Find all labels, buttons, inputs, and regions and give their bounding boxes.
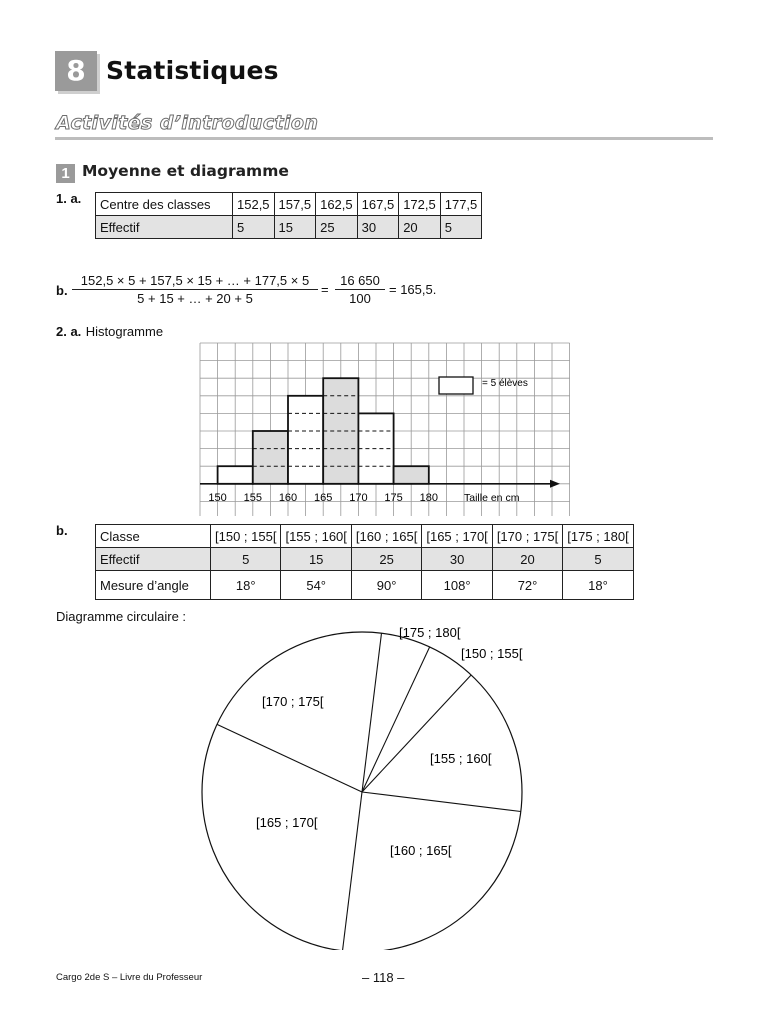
q2b-table [95, 524, 634, 600]
histogram-chart [196, 340, 576, 516]
fraction-sum [72, 273, 318, 306]
q1a-cell: Effectif [96, 216, 233, 239]
q2b-cell: Effectif [96, 548, 211, 571]
pie-caption: Diagramme circulaire : [56, 609, 187, 624]
q1a-cell: 177,5 [440, 193, 482, 216]
q2b-cell: 20 [492, 548, 562, 571]
mean-result: = 165,5. [389, 282, 437, 297]
q1a-cell: 5 [440, 216, 482, 239]
q2b-cell: [170 ; 175[ [492, 525, 562, 548]
q1a-cell: 15 [274, 216, 316, 239]
pie-label-155-160: [155 ; 160[ [430, 751, 492, 766]
q1a-cell: 152,5 [233, 193, 275, 216]
equals-sign: = [321, 282, 329, 297]
q2b-cell: 5 [211, 548, 281, 571]
q2b-row-effectif [96, 548, 634, 571]
histogram-axis [200, 480, 560, 504]
q2b-cell: 18° [211, 571, 281, 600]
q2b-cell: Mesure d’angle [96, 571, 211, 600]
fraction-denominator: 5 + 15 + … + 20 + 5 [137, 291, 253, 306]
fraction-result [335, 273, 385, 306]
q2b-cell: 18° [563, 571, 633, 600]
x-axis-arrow [550, 480, 560, 488]
histogram-bar [288, 396, 323, 484]
x-tick-label: 180 [419, 491, 438, 504]
q2b-cell: [155 ; 160[ [281, 525, 351, 548]
q2b-cell: [175 ; 180[ [563, 525, 633, 548]
q2b-row-angles [96, 571, 634, 600]
q1b-label: b. [56, 283, 68, 298]
activity-title: Moyenne et diagramme [82, 162, 289, 180]
q1a-table [95, 192, 482, 239]
q1a-row-effectif [96, 216, 482, 239]
fraction-numerator-2: 16 650 [335, 273, 385, 290]
q1a-cell: 162,5 [316, 193, 358, 216]
histogram-bar [394, 466, 429, 484]
q1a-cell: 25 [316, 216, 358, 239]
q2b-cell: Classe [96, 525, 211, 548]
histogram-bar [218, 466, 253, 484]
chapter-title: Statistiques [106, 56, 279, 85]
pie-label-160-165: [160 ; 165[ [390, 843, 452, 858]
q2b-cell: 5 [563, 548, 633, 571]
q2b-cell: 25 [351, 548, 421, 571]
x-tick-label: 175 [384, 491, 403, 504]
q2b-cell: 72° [492, 571, 562, 600]
q2b-cell: [165 ; 170[ [422, 525, 492, 548]
q1a-label: 1. a. [56, 191, 82, 206]
pie-label-170-175: [170 ; 175[ [262, 694, 324, 709]
pie-label-150-155: [150 ; 155[ [461, 646, 523, 661]
legend-label: = 5 élèves [482, 378, 528, 389]
fraction-denominator-2: 100 [349, 291, 371, 306]
q1a-cell: Centre des classes [96, 193, 233, 216]
q2a-heading [56, 323, 163, 341]
q2b-cell: [150 ; 155[ [211, 525, 281, 548]
x-tick-label: 160 [278, 491, 298, 504]
x-tick-label: 155 [243, 491, 262, 504]
x-tick-label: 170 [349, 491, 368, 504]
q2b-cell: 30 [422, 548, 492, 571]
q1a-cell: 172,5 [399, 193, 441, 216]
q1a-row-centres [96, 193, 482, 216]
q2a-label: 2. a. [56, 324, 82, 339]
pie-label-165-170: [165 ; 170[ [256, 815, 318, 830]
legend-unit-square [439, 377, 473, 394]
activity-number: 1 [56, 164, 75, 183]
q2b-row-classe [96, 525, 634, 548]
q2b-cell: 90° [351, 571, 421, 600]
histogram-bar [253, 431, 288, 484]
footer-page-number: – 118 – [362, 970, 405, 985]
pie-label-175-180: [175 ; 180[ [399, 625, 461, 640]
q2b-label: b. [56, 523, 68, 538]
histogram-legend [439, 377, 528, 394]
fraction-numerator: 152,5 × 5 + 157,5 × 15 + … + 177,5 × 5 [72, 273, 318, 290]
chapter-number: 8 [55, 51, 97, 91]
q1a-cell: 157,5 [274, 193, 316, 216]
q1a-cell: 30 [357, 216, 399, 239]
section-rule [55, 137, 713, 140]
q2b-cell: 108° [422, 571, 492, 600]
pie-chart [190, 620, 540, 950]
q1a-cell: 167,5 [357, 193, 399, 216]
x-axis-label: Taille en cm [464, 491, 520, 504]
x-tick-label: 165 [314, 491, 333, 504]
q1a-cell: 20 [399, 216, 441, 239]
footer-book-title: Cargo 2de S – Livre du Professeur [56, 972, 203, 983]
q2b-cell: 15 [281, 548, 351, 571]
q2a-text: Histogramme [85, 324, 164, 339]
q1a-cell: 5 [233, 216, 275, 239]
section-title: Activités d’introduction [56, 112, 319, 134]
x-tick-label: 150 [208, 491, 227, 504]
q2b-cell: 54° [281, 571, 351, 600]
q2b-cell: [160 ; 165[ [351, 525, 421, 548]
